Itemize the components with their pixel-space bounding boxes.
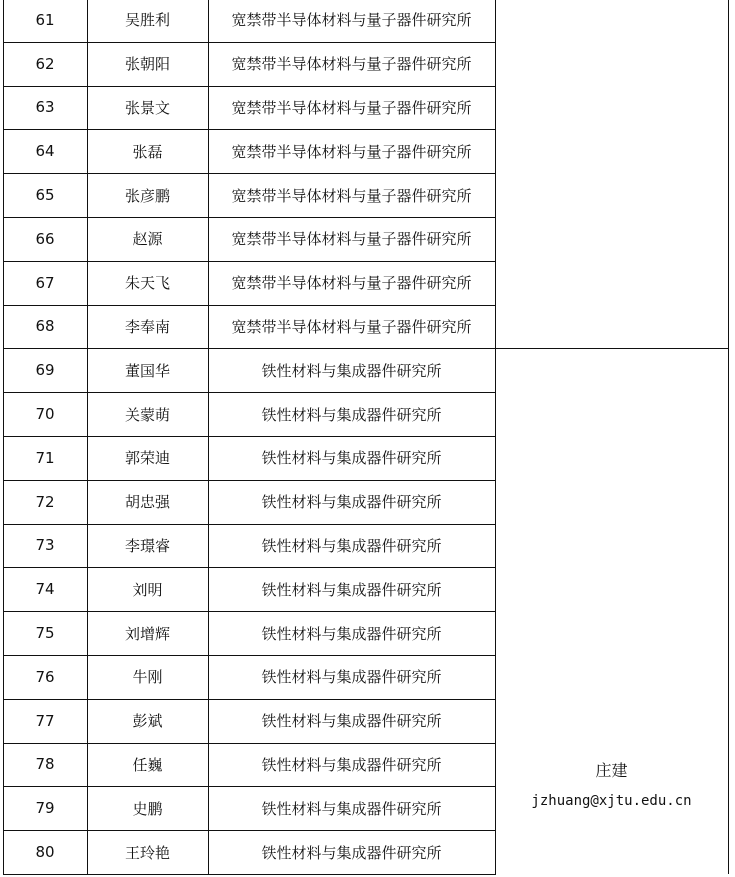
row-number: 79	[35, 799, 55, 818]
row-number: 68	[35, 317, 55, 336]
row-number: 67	[35, 273, 55, 292]
member-name: 郭荣迪	[124, 449, 170, 468]
member-name: 董国华	[124, 361, 170, 380]
member-name: 王玲艳	[124, 843, 170, 862]
row-number: 78	[35, 755, 55, 774]
row-divider	[3, 261, 496, 262]
institute-name: 宽禁带半导体材料与量子器件研究所	[231, 317, 472, 336]
member-name: 赵源	[132, 230, 163, 249]
institute-name: 宽禁带半导体材料与量子器件研究所	[231, 142, 472, 161]
member-name: 朱天飞	[124, 274, 170, 293]
member-name: 牛刚	[132, 668, 163, 687]
row-number: 71	[35, 448, 55, 467]
contact-email: jzhuang@xjtu.edu.cn	[531, 793, 692, 809]
row-divider	[3, 173, 496, 174]
row-number: 70	[35, 405, 55, 424]
row-divider	[3, 699, 496, 700]
member-name: 吴胜利	[124, 11, 170, 30]
institute-name: 铁性材料与集成器件研究所	[261, 799, 442, 818]
column-divider	[3, 0, 4, 875]
institute-name: 铁性材料与集成器件研究所	[261, 755, 442, 774]
column-divider	[208, 0, 209, 875]
row-divider	[3, 42, 496, 43]
row-divider	[3, 436, 496, 437]
member-name: 史鹏	[132, 799, 163, 818]
row-number: 80	[35, 843, 55, 862]
row-number: 73	[35, 536, 55, 555]
member-name: 张朝阳	[124, 55, 170, 74]
row-divider	[3, 305, 496, 306]
member-name: 李奉南	[124, 317, 170, 336]
row-divider	[3, 86, 496, 87]
member-name: 张彦鹏	[124, 186, 170, 205]
member-name: 刘明	[132, 580, 163, 599]
row-divider	[3, 611, 496, 612]
institute-name: 铁性材料与集成器件研究所	[261, 668, 442, 687]
institute-name: 铁性材料与集成器件研究所	[261, 624, 442, 643]
contact-name: 庄建	[595, 761, 628, 780]
row-number: 66	[35, 229, 55, 248]
member-name: 张景文	[124, 98, 170, 117]
row-divider	[3, 567, 496, 568]
member-name: 关蒙萌	[124, 405, 170, 424]
row-divider	[3, 524, 496, 525]
row-number: 65	[35, 186, 55, 205]
column-divider	[87, 0, 88, 875]
institute-name: 宽禁带半导体材料与量子器件研究所	[231, 55, 472, 74]
row-number: 76	[35, 667, 55, 686]
institute-name: 铁性材料与集成器件研究所	[261, 536, 442, 555]
row-divider	[3, 129, 496, 130]
row-divider	[3, 348, 496, 349]
member-name: 李璟睿	[124, 536, 170, 555]
group-divider	[495, 348, 729, 349]
institute-name: 铁性材料与集成器件研究所	[261, 361, 442, 380]
row-divider	[3, 480, 496, 481]
institute-name: 铁性材料与集成器件研究所	[261, 405, 442, 424]
row-number: 69	[35, 361, 55, 380]
row-divider	[3, 655, 496, 656]
institute-name: 铁性材料与集成器件研究所	[261, 712, 442, 731]
row-divider	[3, 874, 496, 875]
institute-name: 宽禁带半导体材料与量子器件研究所	[231, 274, 472, 293]
institute-name: 宽禁带半导体材料与量子器件研究所	[231, 230, 472, 249]
row-number: 63	[35, 98, 55, 117]
institute-name: 铁性材料与集成器件研究所	[261, 449, 442, 468]
row-divider	[3, 392, 496, 393]
column-divider	[728, 0, 729, 874]
row-number: 61	[35, 10, 55, 29]
member-name: 任巍	[132, 755, 163, 774]
row-number: 72	[35, 492, 55, 511]
row-divider	[3, 786, 496, 787]
institute-name: 宽禁带半导体材料与量子器件研究所	[231, 11, 472, 30]
institute-name: 铁性材料与集成器件研究所	[261, 493, 442, 512]
row-divider	[3, 743, 496, 744]
member-name: 彭斌	[132, 712, 163, 731]
institute-name: 宽禁带半导体材料与量子器件研究所	[231, 98, 472, 117]
column-divider	[495, 0, 496, 875]
member-name: 刘增辉	[124, 624, 170, 643]
row-divider	[3, 217, 496, 218]
row-number: 74	[35, 580, 55, 599]
row-divider	[3, 830, 496, 831]
member-name: 胡忠强	[124, 493, 170, 512]
row-number: 77	[35, 711, 55, 730]
row-number: 75	[35, 624, 55, 643]
institute-name: 宽禁带半导体材料与量子器件研究所	[231, 186, 472, 205]
institute-name: 铁性材料与集成器件研究所	[261, 580, 442, 599]
institute-name: 铁性材料与集成器件研究所	[261, 843, 442, 862]
row-number: 64	[35, 142, 55, 161]
row-number: 62	[35, 54, 55, 73]
member-name: 张磊	[132, 142, 163, 161]
